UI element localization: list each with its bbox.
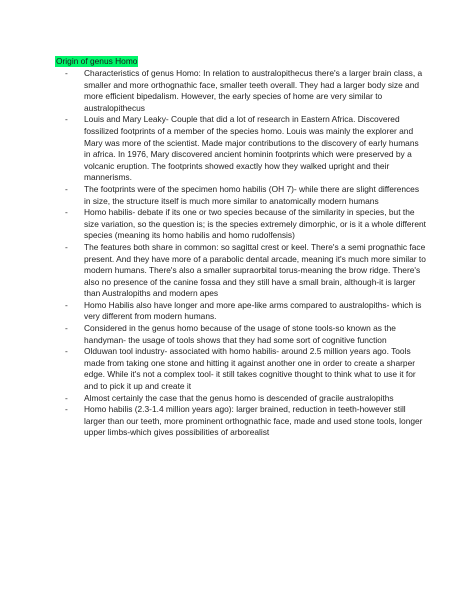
bullet-dash: -: [65, 404, 68, 415]
list-item: [55, 184, 427, 207]
list-item-text: Characteristics of genus Homo: In relation to australopithecus there's a larger brain class, a smaller and more orthognathic face, smaller teeth overall. They had a larger body size and more efficient bipedalism. However, the early species of home are very similar to australopithecus: [84, 68, 423, 113]
list-item-text: Homo habilis (2.3-1.4 million years ago): larger brained, reduction in teeth-however still larger than our teeth, more prominent orthognathic face, made and used stone tools, longer upper limbs-which gives possibilities of arborealist: [84, 404, 423, 438]
list-item-text: Homo habilis- debate if its one or two species because of the similarity in species, but the size variation, so the question is; is the species extremely dimorphic, or is it a whole different species (meaning its homo habilis and homo rudolfensis): [84, 207, 426, 241]
bullet-dash: -: [65, 114, 68, 125]
bullet-dash: -: [65, 68, 68, 78]
list-item: [55, 323, 427, 346]
list-item-text: Almost certainly the case that the genus homo is descended of gracile australopiths: [84, 392, 394, 403]
list-item-text: Homo Habilis also have longer and more ape-like arms compared to australopiths- which is very different from modern humans.: [84, 299, 422, 322]
bullet-dash: -: [65, 346, 68, 357]
list-item-text: The footprints were of the specimen homo habilis (OH 7)- while there are slight differences in size, the structure itself is much more similar to anatomically modern humans: [84, 183, 420, 206]
list-item: [55, 68, 427, 114]
notes-list: [55, 68, 427, 439]
list-item: [55, 404, 427, 439]
list-item: [55, 300, 427, 323]
list-item-text: The features both share in common: so sagittal crest or keel. There's a semi prognathic face present. And they have more of a parabolic dental arcade, meaning it's much more similar to modern humans. There's also a smaller supraorbital torus-meaning the brow ridge. There's also no presence of the canine fossa and they still have a small brain, although-it is larger than Australopiths and modern apes: [84, 241, 426, 299]
list-item: [55, 207, 427, 242]
list-item: [55, 346, 427, 392]
list-item: [55, 242, 427, 300]
section-heading: Origin of genus Homo: [56, 56, 138, 66]
list-item: [55, 114, 427, 184]
bullet-dash: -: [65, 207, 68, 218]
list-item-text: Louis and Mary Leaky- Couple that did a lot of research in Eastern Africa. Discovered fossilized footprints of a member of the species homo. Louis was mainly the explorer and Mary was more of the scientist. Made major contributions to the discovery of early humans in africa. In 1976, Mary discovered ancient hominin footprints which were preserved by a volcanic eruption. The footprints showed exactly how they walked upright and their mannerisms.: [84, 114, 419, 183]
bullet-dash: -: [65, 241, 68, 252]
list-item: [55, 393, 427, 405]
bullet-dash: -: [65, 299, 68, 310]
bullet-dash: -: [65, 392, 68, 403]
list-item-text: Olduwan tool industry- associated with homo habilis- around 2.5 million years ago. Tools made from taking one stone and hitting it against another one in order to create a sharper edge. While it's not a complex tool- it still takes cognitive thought to think what to use it for and to pick it up and create it: [84, 346, 416, 392]
list-item-text: Considered in the genus homo because of the usage of stone tools-so known as the handyman- the usage of tools shows that they had some sort of cognitive function: [84, 323, 396, 345]
bullet-dash: -: [65, 323, 68, 334]
bullet-dash: -: [65, 183, 68, 194]
